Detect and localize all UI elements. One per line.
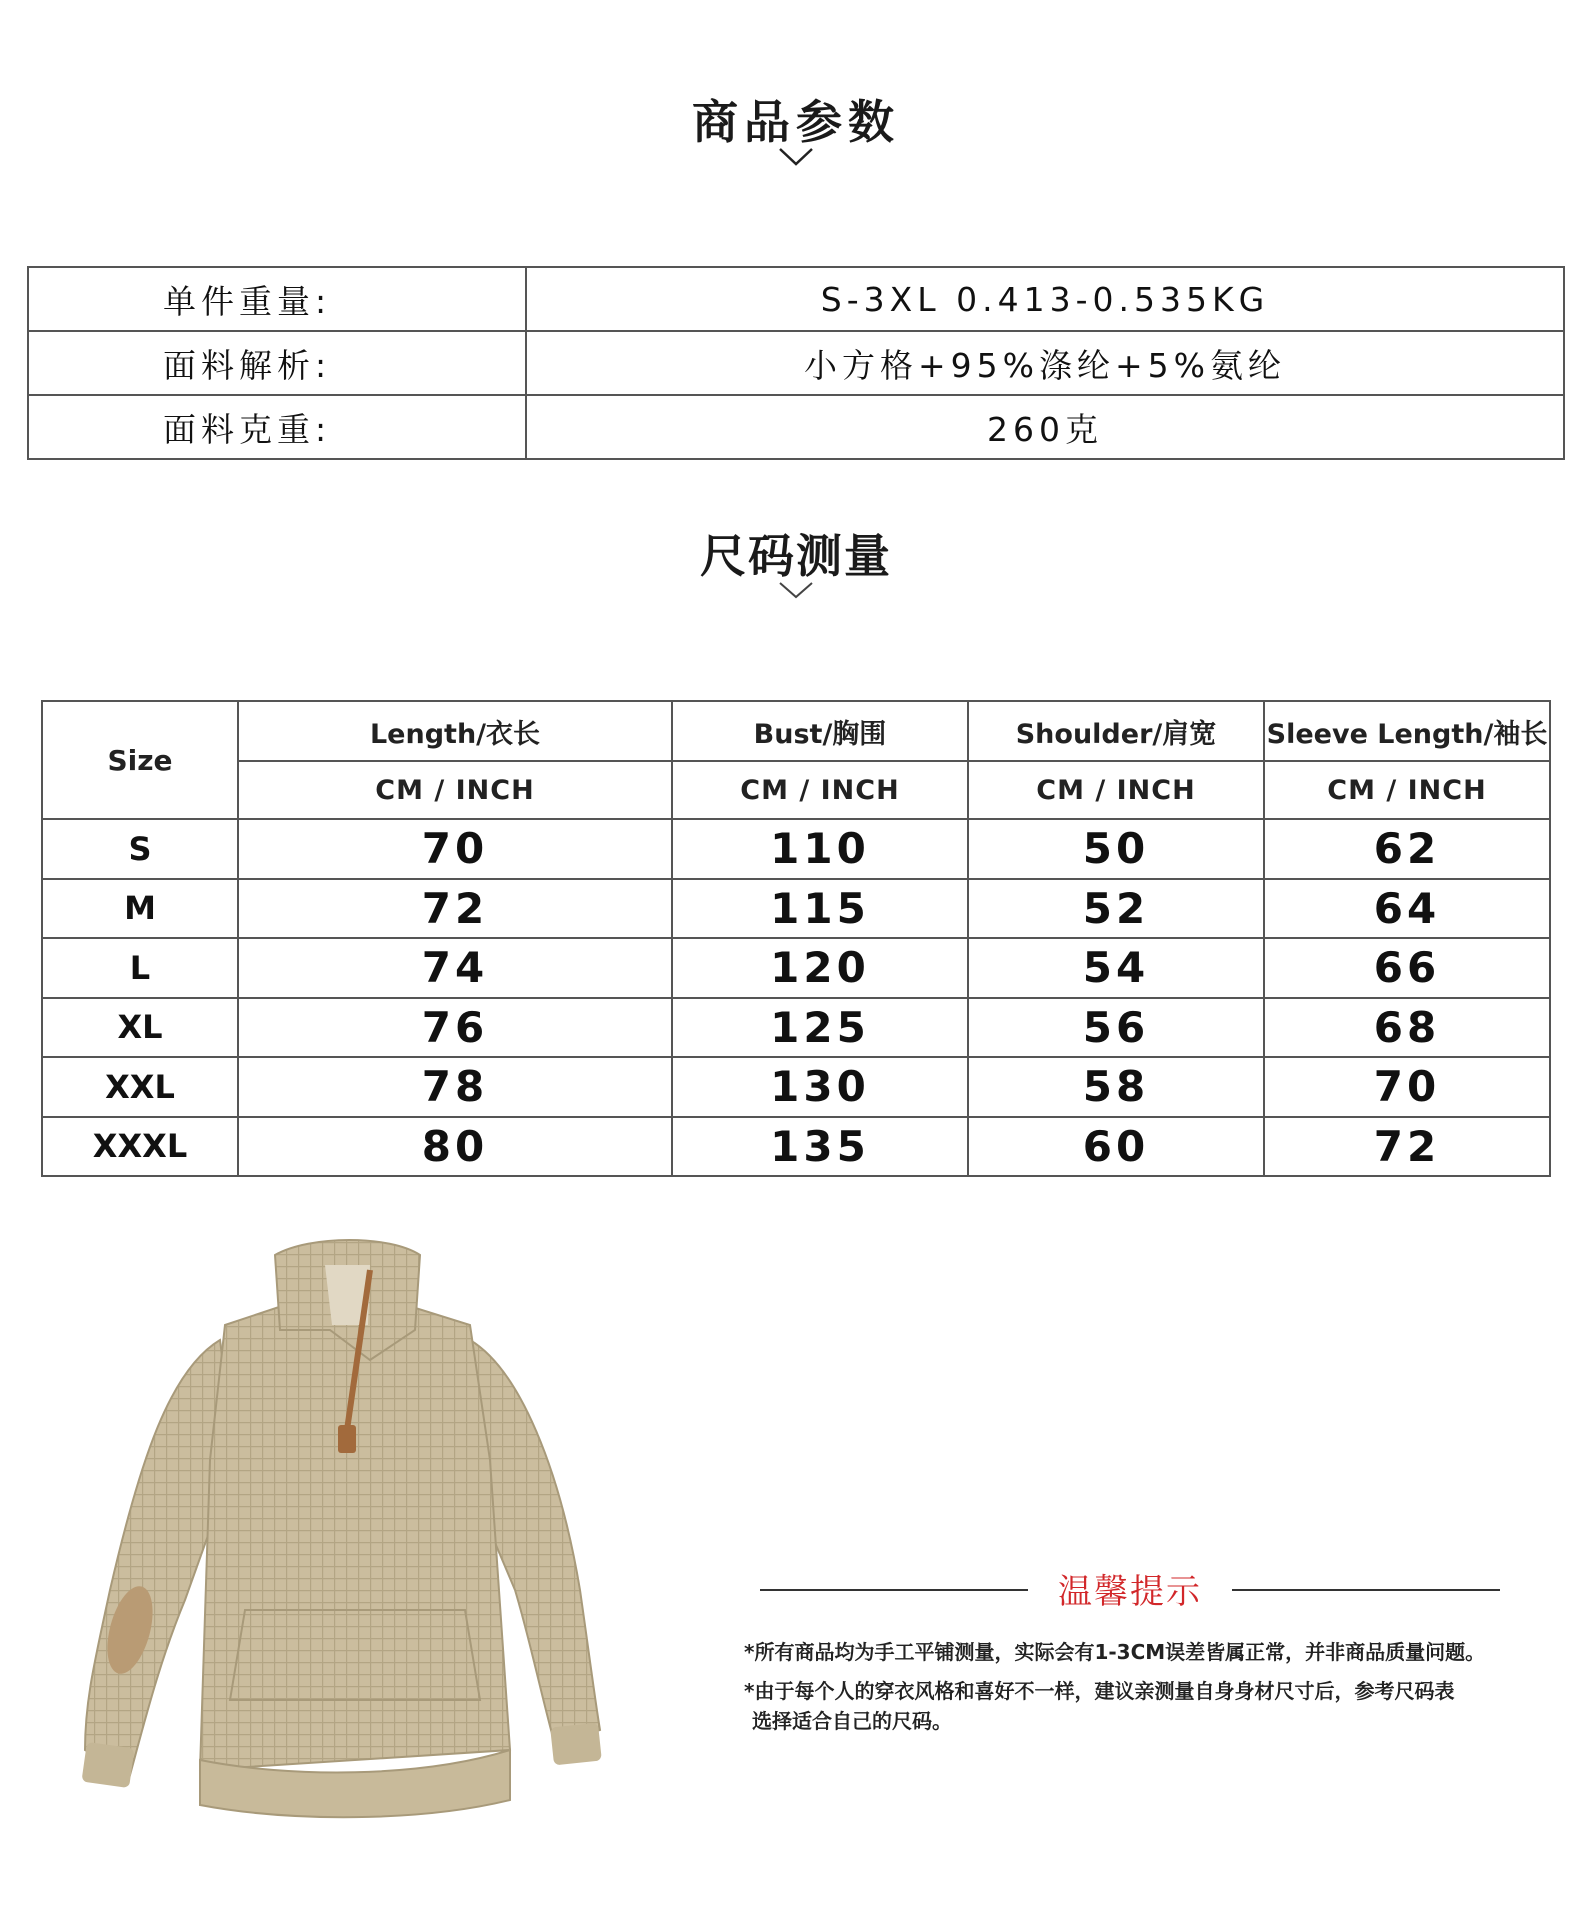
value-cell: 54 bbox=[968, 938, 1264, 998]
value-cell: 125 bbox=[672, 998, 968, 1058]
tip-line: 选择适合自己的尺码。 bbox=[752, 1709, 952, 1733]
params-row bbox=[28, 267, 1564, 331]
chevron-down-icon bbox=[776, 580, 816, 602]
size-cell: L bbox=[42, 938, 238, 998]
section-title-params: 商品参数 bbox=[692, 95, 900, 149]
value-cell: 78 bbox=[238, 1057, 672, 1117]
params-table bbox=[27, 266, 1565, 460]
table-row bbox=[42, 1117, 1550, 1177]
value-cell: 72 bbox=[238, 879, 672, 939]
tip-line: *所有商品均为手工平铺测量，实际会有1-3CM误差皆属正常，并非商品质量问题。 bbox=[744, 1640, 1486, 1664]
size-table bbox=[41, 700, 1551, 1177]
chevron-down-icon bbox=[776, 146, 816, 168]
value-cell: 130 bbox=[672, 1057, 968, 1117]
value-cell: 70 bbox=[238, 819, 672, 879]
param-label: 单件重量: bbox=[28, 267, 526, 331]
value-cell: 66 bbox=[1264, 938, 1550, 998]
unit-header: CM / INCH bbox=[1264, 761, 1550, 819]
param-value: S-3XL 0.413-0.535KG bbox=[526, 267, 1564, 331]
params-row bbox=[28, 331, 1564, 395]
value-cell: 68 bbox=[1264, 998, 1550, 1058]
table-row bbox=[42, 879, 1550, 939]
size-cell: M bbox=[42, 879, 238, 939]
param-label: 面料克重: bbox=[28, 395, 526, 459]
table-row bbox=[42, 938, 1550, 998]
value-cell: 110 bbox=[672, 819, 968, 879]
value-cell: 135 bbox=[672, 1117, 968, 1177]
value-cell: 72 bbox=[1264, 1117, 1550, 1177]
value-cell: 58 bbox=[968, 1057, 1264, 1117]
value-cell: 76 bbox=[238, 998, 672, 1058]
product-image bbox=[70, 1230, 630, 1830]
params-row bbox=[28, 395, 1564, 459]
size-cell: XXL bbox=[42, 1057, 238, 1117]
value-cell: 115 bbox=[672, 879, 968, 939]
column-header: Sleeve Length/袖长 bbox=[1264, 701, 1550, 761]
table-row bbox=[42, 998, 1550, 1058]
tip-line: *由于每个人的穿衣风格和喜好不一样，建议亲测量自身身材尺寸后，参考尺码表 bbox=[744, 1679, 1455, 1703]
param-value: 260克 bbox=[526, 395, 1564, 459]
value-cell: 50 bbox=[968, 819, 1264, 879]
value-cell: 70 bbox=[1264, 1057, 1550, 1117]
unit-header: CM / INCH bbox=[672, 761, 968, 819]
divider bbox=[1232, 1589, 1500, 1591]
table-row bbox=[42, 1057, 1550, 1117]
size-table-subheader bbox=[42, 761, 1550, 819]
param-label: 面料解析: bbox=[28, 331, 526, 395]
value-cell: 120 bbox=[672, 938, 968, 998]
column-header: Shoulder/肩宽 bbox=[968, 701, 1264, 761]
value-cell: 80 bbox=[238, 1117, 672, 1177]
value-cell: 64 bbox=[1264, 879, 1550, 939]
value-cell: 62 bbox=[1264, 819, 1550, 879]
value-cell: 52 bbox=[968, 879, 1264, 939]
unit-header: CM / INCH bbox=[968, 761, 1264, 819]
value-cell: 74 bbox=[238, 938, 672, 998]
size-cell: XXXL bbox=[42, 1117, 238, 1177]
divider bbox=[760, 1589, 1028, 1591]
unit-header: CM / INCH bbox=[238, 761, 672, 819]
column-header: Length/衣长 bbox=[238, 701, 672, 761]
tips-title: 温馨提示 bbox=[1058, 1572, 1202, 1612]
size-cell: XL bbox=[42, 998, 238, 1058]
size-header: Size bbox=[42, 701, 238, 819]
size-cell: S bbox=[42, 819, 238, 879]
param-value: 小方格+95%涤纶+5%氨纶 bbox=[526, 331, 1564, 395]
value-cell: 56 bbox=[968, 998, 1264, 1058]
table-row bbox=[42, 819, 1550, 879]
column-header: Bust/胸围 bbox=[672, 701, 968, 761]
value-cell: 60 bbox=[968, 1117, 1264, 1177]
size-table-header bbox=[42, 701, 1550, 761]
section-title-size: 尺码测量 bbox=[700, 529, 892, 583]
